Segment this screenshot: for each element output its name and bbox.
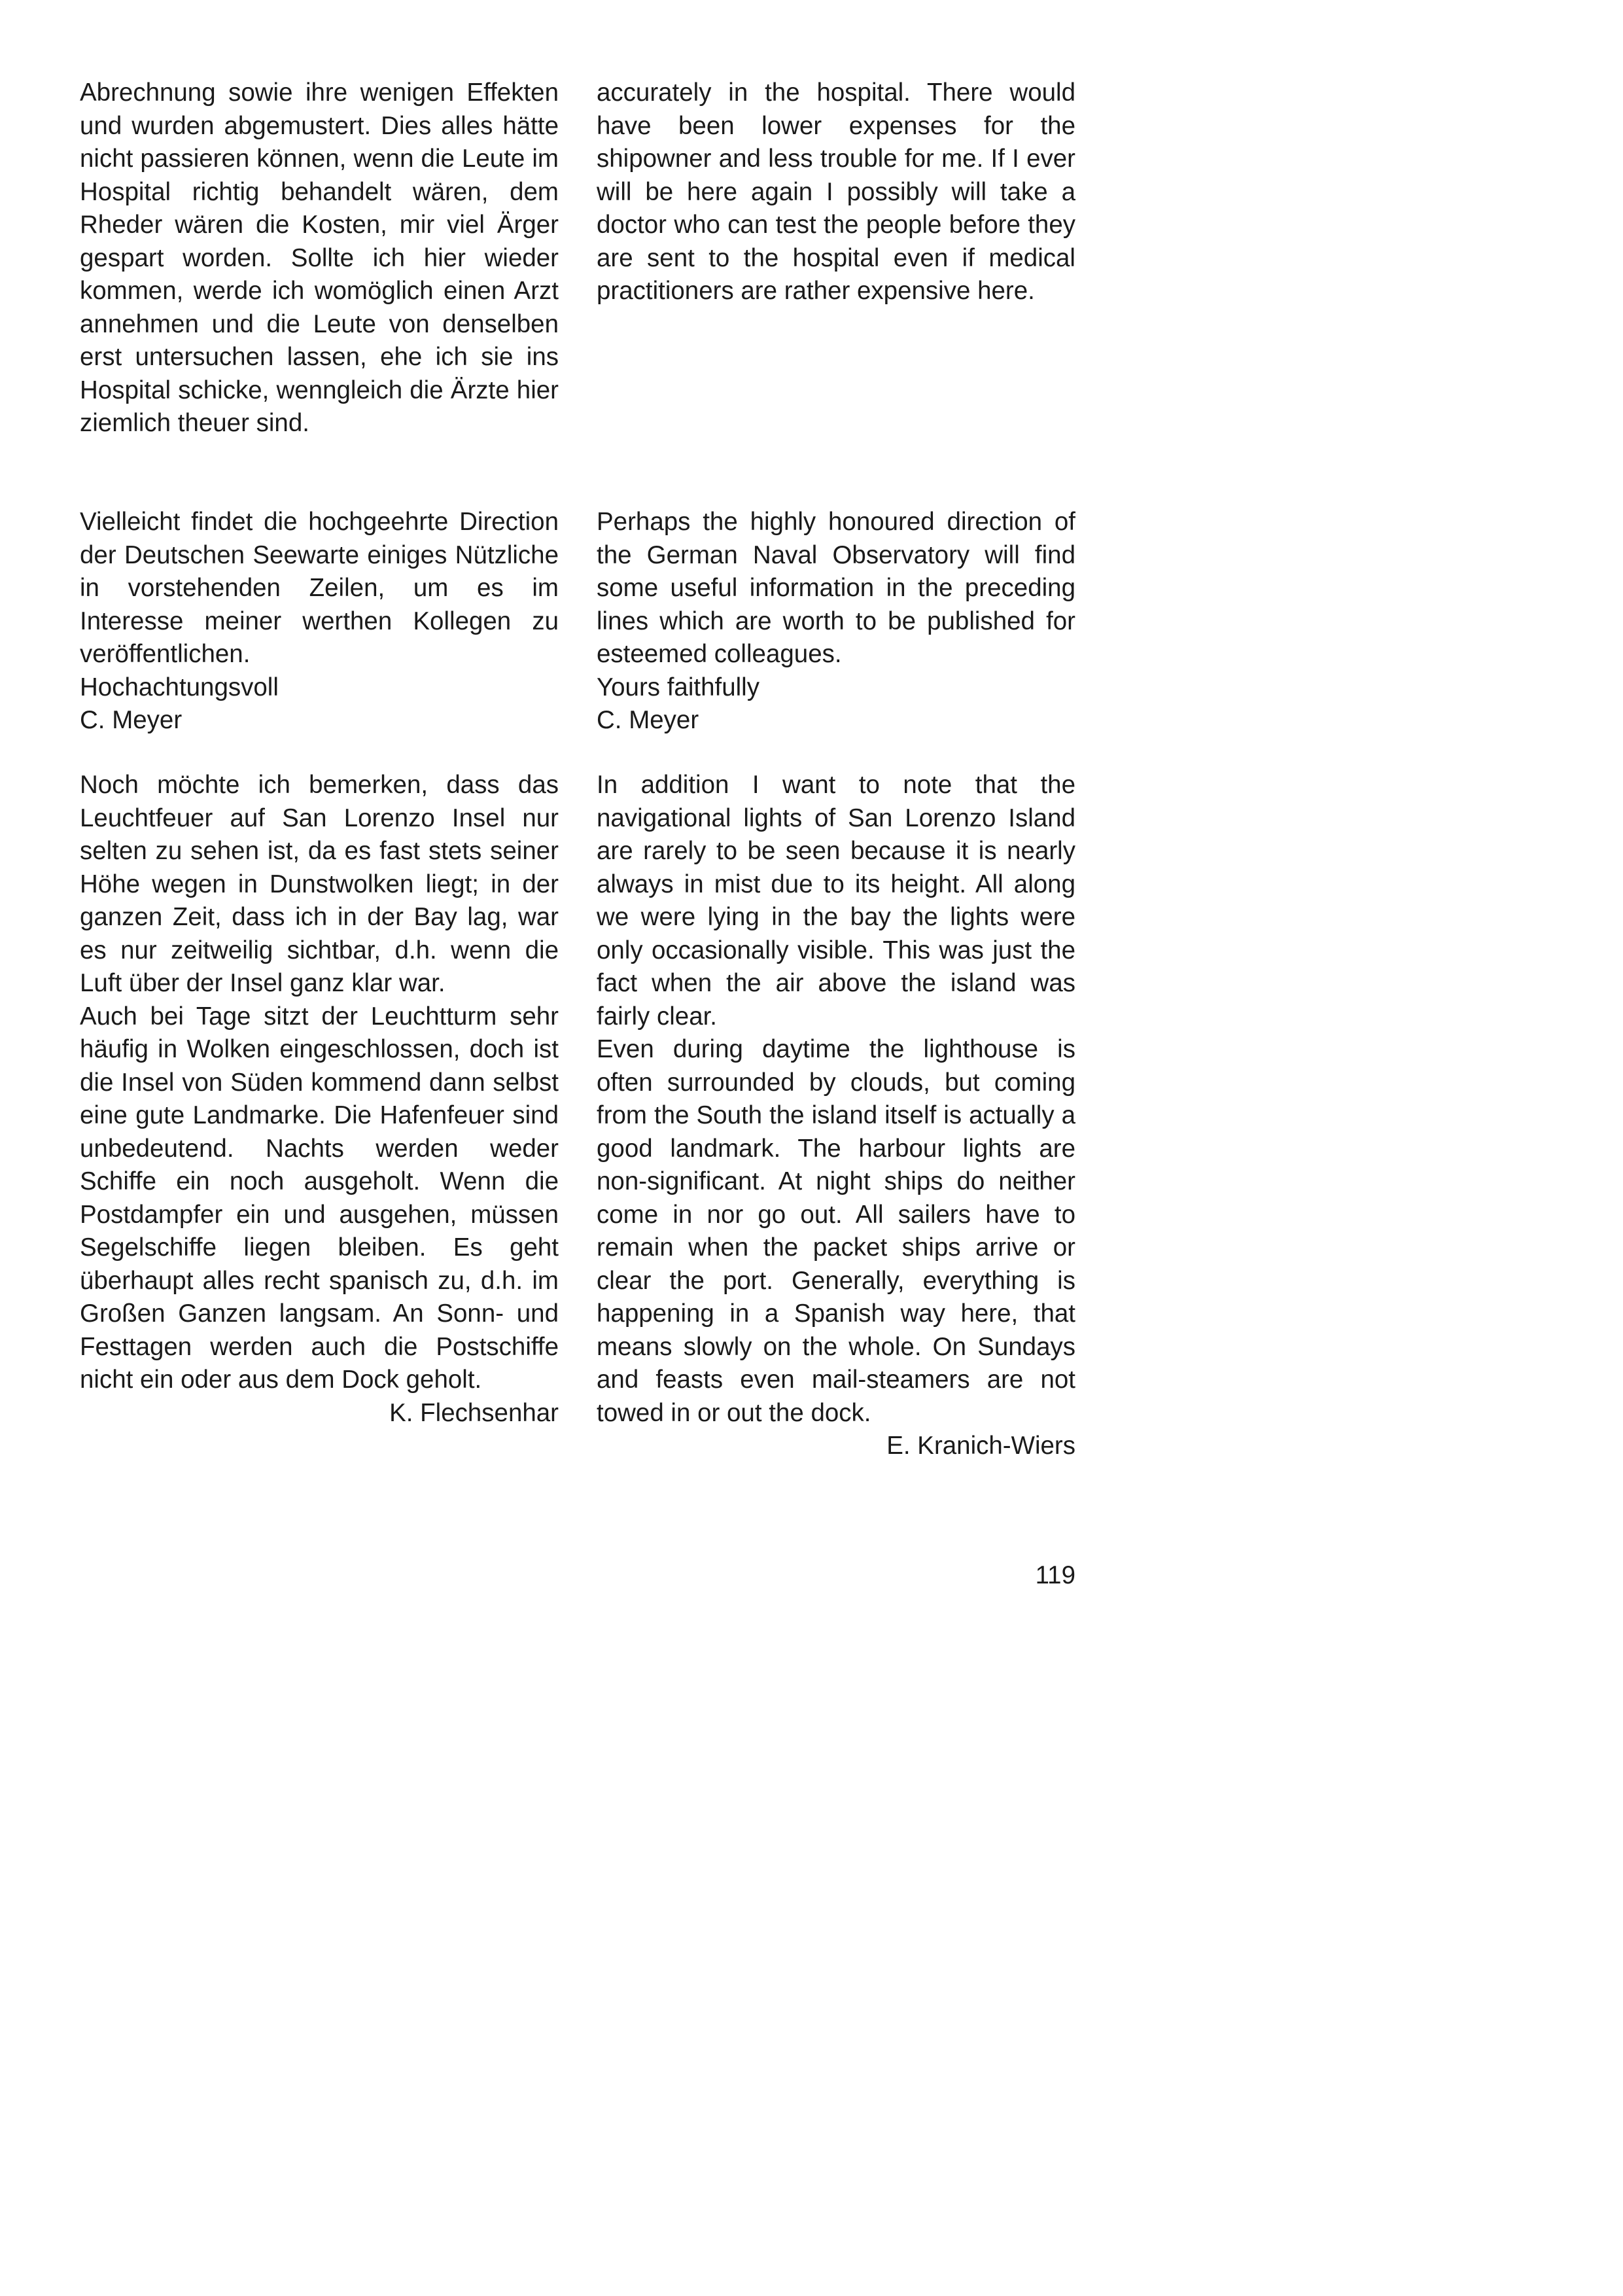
- left-column-paragraph-1: [80, 77, 559, 440]
- left-column-paragraph-3: [80, 769, 559, 1430]
- right-paragraph-4-text: Even during daytime the lighthouse is often surrounded by clouds, but coming from the South the island itself is actually a good landmark. The harbour lights are non-significant. At night ships do neither come in nor go out. All sailers have to remain when the packet ships arrive or clear the port. Generally, everything is happening in a Spanish way here, that means slowly on the whole. On Sundays and feasts even mail-steamers are not towed in or out the dock.: [597, 1035, 1075, 1427]
- page-number: 119: [1035, 1561, 1075, 1589]
- right-column-paragraph-3: [597, 769, 1075, 1463]
- left-paragraph-4-text: Auch bei Tage sitzt der Leuchtturm sehr häufig in Wolken eingeschlossen, doch ist die Insel von Süden kommend dann selbst eine gute Landmarke. Die Hafenfeuer sind unbedeutend. Nachts werden weder Schiffe ein noch ausgeholt. Wenn die Postdampfer ein und ausgehen, müssen Segelschiffe liegen bleiben. Es geht überhaupt alles recht spanisch zu, d.h. im Großen Ganzen langsam. An Sonn- und Festtagen werden auch die Postschiffe nicht ein oder aus dem Dock geholt.: [80, 1002, 559, 1394]
- left-closing: Hochachtungsvoll: [80, 673, 279, 701]
- left-signature-flechsenhar: K. Flechsenhar: [389, 1398, 559, 1427]
- right-paragraph-2-text: Perhaps the highly honoured direction of the German Naval Observatory will find some useful information in the preceding lines which are worth to be published for esteemed colleagues.: [597, 508, 1075, 668]
- right-signature-kranich-wiers: E. Kranich-Wiers: [886, 1432, 1075, 1460]
- right-column-paragraph-1: [597, 77, 1075, 308]
- left-paragraph-1-text: Abrechnung sowie ihre wenigen Effekten und wurden abgemustert. Dies alles hätte nicht passieren können, wenn die Leute im Hospital richtig behandelt wären, dem Rheder wären die Kosten, mir viel Ärger gespart worden. Sollte ich hier wieder kommen, werde ich womöglich einen Arzt annehmen und die Leute von denselben erst untersuchen lassen, ehe ich sie ins Hospital schicke, wenngleich die Ärzte hier ziemlich theuer sind.: [80, 79, 559, 437]
- right-paragraph-3-text: In addition I want to note that the navigational lights of San Lorenzo Island are rarely to be seen because it is nearly always in mist due to its height. All along we were lying in the bay the lights were only occasionally visible. This was just the fact when the air above the island was fairly clear.: [597, 771, 1075, 1031]
- right-signature-meyer: C. Meyer: [597, 706, 699, 734]
- left-signature-meyer: C. Meyer: [80, 706, 183, 734]
- right-closing: Yours faithfully: [597, 673, 759, 701]
- left-paragraph-2-text: Vielleicht findet die hochgeehrte Direction der Deutschen Seewarte einiges Nützliche in vorstehenden Zeilen, um es im Interesse meiner werthen Kollegen zu veröffentlichen.: [80, 508, 559, 668]
- right-column-paragraph-2: [597, 506, 1075, 737]
- left-column-paragraph-2: [80, 506, 559, 737]
- left-paragraph-3-text: Noch möchte ich bemerken, dass das Leuchtfeuer auf San Lorenzo Insel nur selten zu sehen ist, da es fast stets seiner Höhe wegen in Dunstwolken liegt; in der ganzen Zeit, dass ich in der Bay lag, war es nur zeitweilig sichtbar, d.h. wenn die Luft über der Insel ganz klar war.: [80, 771, 559, 997]
- right-paragraph-1-text: accurately in the hospital. There would have been lower expenses for the shipowner and less trouble for me. If I ever will be here again I possibly will take a doctor who can test the people before they are sent to the hospital even if medical practitioners are rather expensive here.: [597, 79, 1075, 305]
